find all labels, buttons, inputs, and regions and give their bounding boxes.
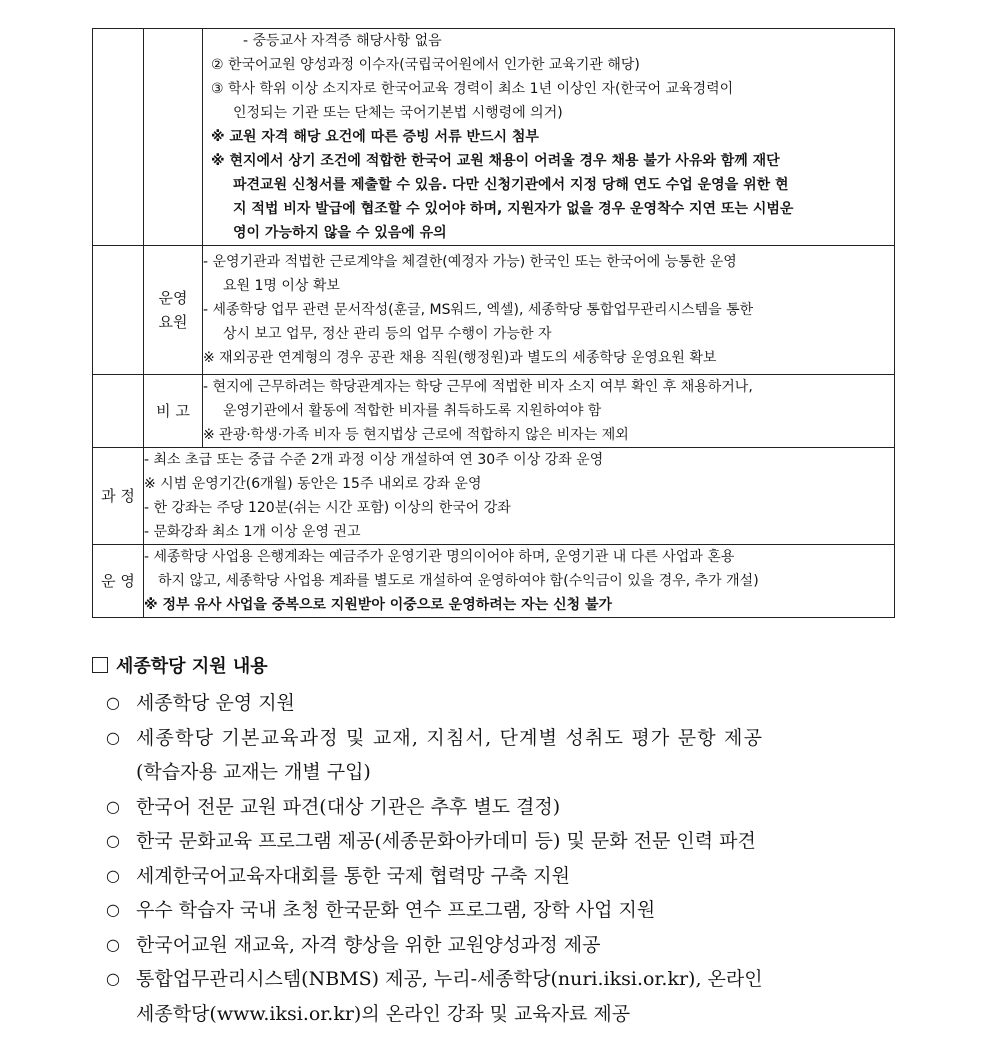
section-heading [92, 652, 268, 682]
text-line: 파견교원 신청서를 제출할 수 있음. 다만 신청기관에서 지정 당해 연도 수업 운영을 위한 현 [233, 177, 789, 193]
list-item [102, 893, 912, 928]
table-row-operation [93, 545, 895, 618]
list-item-text: (학습자용 교재는 개별 구입) [136, 761, 371, 783]
circle-bullet-icon: ○ [106, 969, 120, 988]
text-line: - 한 강좌는 주당 120분(쉬는 시간 포함) 이상의 한국어 강좌 [144, 500, 511, 516]
table-row-staff [93, 246, 895, 375]
remarks-content [203, 375, 895, 448]
text-line: - 세종학당 업무 관련 문서작성(훈글, MS워드, 엑셀), 세종학당 통합업무관리시스템을 통한 [203, 302, 754, 318]
text-line: ※ 관광·학생·가족 비자 등 현지법상 근로에 적합하지 않은 비자는 제외 [203, 427, 629, 443]
text-line: 인정되는 기관 또는 단체는 국어기본법 시행령에 의거) [233, 105, 563, 121]
circle-bullet-icon: ○ [106, 934, 120, 954]
staff-label-line1: 운영 [158, 289, 188, 307]
table-row-teacher-qualification [93, 29, 895, 246]
list-item-text: 세종학당 운영 지원 [136, 692, 295, 714]
list-item-text: 한국어 전문 교원 파견(대상 기관은 추후 별도 결정) [136, 795, 561, 818]
course-content [144, 448, 895, 545]
text-line: - 최소 초급 또는 중급 수준 2개 과정 이상 개설하여 연 30주 이상 강좌 운영 [144, 452, 604, 468]
text-line: ③ 학사 학위 이상 소지자로 한국어교육 경력이 최소 1년 이상인 자(한국어 교육경력이 [211, 81, 734, 97]
list-item [102, 721, 912, 790]
staff-content [203, 246, 895, 375]
list-item-text: 한국어교원 재교육, 자격 향상을 위한 교원양성과정 제공 [136, 933, 601, 956]
list-item [102, 824, 912, 859]
text-line: ※ 정부 유사 사업을 중복으로 지원받아 이중으로 운영하려는 자는 신청 불가 [144, 597, 613, 613]
category-cell-empty [93, 375, 144, 448]
circle-bullet-icon: ○ [106, 693, 120, 712]
category-cell-empty [93, 246, 144, 375]
subcategory-cell-empty [144, 29, 203, 246]
remarks-label: 비 고 [144, 375, 203, 448]
operation-label: 운 영 [93, 545, 144, 618]
text-line: - 운영기관과 적법한 근로계약을 체결한(예정자 가능) 한국인 또는 한국어에 능통한 운영 [203, 254, 737, 270]
staff-label-line2: 요원 [158, 313, 188, 331]
list-item-text: 한국 문화교육 프로그램 제공(세종문화아카데미 등) 및 문화 전문 인력 파견 [136, 830, 756, 852]
list-item-text: 우수 학습자 국내 초청 한국문화 연수 프로그램, 장학 사업 지원 [136, 899, 656, 921]
circle-bullet-icon: ○ [106, 796, 120, 816]
circle-bullet-icon: ○ [106, 831, 120, 850]
text-line: 하지 않고, 세종학당 사업용 계좌를 별도로 개설하여 운영하여야 함(수익금이 있을 경우, 추가 개설) [158, 573, 759, 589]
text-line: ※ 재외공관 연계형의 경우 공관 채용 직원(행정원)과 별도의 세종학당 운영요원 확보 [203, 350, 717, 366]
list-item-text: 세계한국어교육자대회를 통한 국제 협력망 구축 지원 [136, 864, 570, 887]
text-line: - 세종학당 사업용 은행계좌는 예금주가 운영기관 명의이어야 하며, 운영기관 내 다른 사업과 혼용 [144, 549, 735, 565]
requirements-table [92, 28, 895, 618]
teacher-qualification-content [203, 29, 895, 246]
category-cell-empty [93, 29, 144, 246]
list-item [102, 859, 912, 894]
operation-content [144, 545, 895, 618]
text-line: 상시 보고 업무, 정산 관리 등의 업무 수행이 가능한 자 [223, 326, 552, 342]
list-item-text: 세종학당 기본교육과정 및 교재, 지침서, 단계별 성취도 평가 문항 제공 [136, 726, 764, 749]
table-row-remarks [93, 375, 895, 448]
course-label: 과 정 [93, 448, 144, 545]
staff-label [144, 246, 203, 375]
text-line: 영이 가능하지 않을 수 있음에 유의 [233, 225, 447, 241]
list-item [102, 790, 912, 825]
text-line: ※ 현지에서 상기 조건에 적합한 한국어 교원 채용이 어려울 경우 채용 불가 사유와 함께 재단 [211, 153, 780, 169]
text-line: ② 한국어교원 양성과정 이수자(국립국어원에서 인가한 교육기관 해당) [211, 57, 640, 73]
list-item-text: 세종학당(www.iksi.or.kr)의 온라인 강좌 및 교육자료 제공 [136, 1002, 631, 1025]
support-list [102, 686, 912, 1031]
list-item [102, 686, 912, 721]
text-line: ※ 교원 자격 해당 요건에 따른 증빙 서류 반드시 첨부 [211, 129, 539, 145]
circle-bullet-icon: ○ [106, 727, 120, 747]
checkbox-square-icon [92, 657, 108, 673]
list-item-text: 통합업무관리시스템(NBMS) 제공, 누리-세종학당(nuri.iksi.or.kr), 온라인 [136, 968, 763, 990]
text-line: - 문화강좌 최소 1개 이상 운영 권고 [144, 524, 361, 540]
table-row-course [93, 448, 895, 545]
section-title: 세종학당 지원 내용 [116, 656, 268, 677]
text-line: - 현지에 근무하려는 학당관계자는 학당 근무에 적법한 비자 소지 여부 확인 후 채용하거나, [203, 379, 753, 395]
circle-bullet-icon: ○ [106, 900, 120, 919]
text-line: ※ 시범 운영기간(6개월) 동안은 15주 내외로 강좌 운영 [144, 476, 482, 492]
text-line: 지 적법 비자 발급에 협조할 수 있어야 하며, 지원자가 없을 경우 운영착수 지연 또는 시범운 [233, 201, 794, 217]
list-item [102, 962, 912, 1031]
circle-bullet-icon: ○ [106, 865, 120, 885]
list-item [102, 928, 912, 963]
text-line: 요원 1명 이상 확보 [223, 278, 340, 294]
text-line: 운영기관에서 활동에 적합한 비자를 취득하도록 지원하여야 함 [223, 403, 602, 419]
text-line: - 중등교사 자격증 해당사항 없음 [243, 33, 442, 49]
